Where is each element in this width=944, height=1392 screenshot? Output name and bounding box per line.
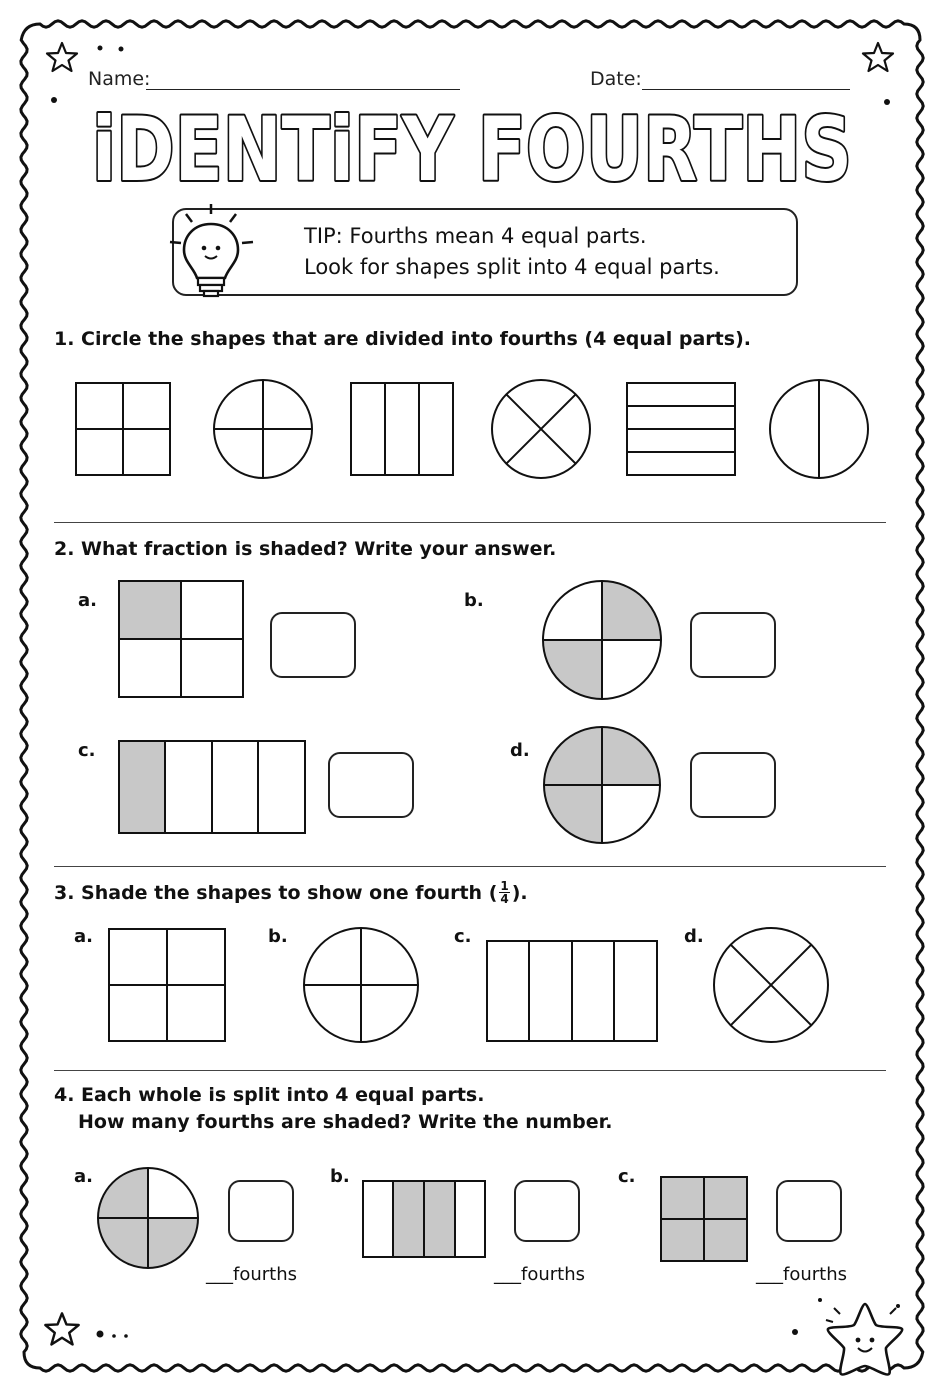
q2-b-circle: [541, 580, 663, 700]
q3-label-c: c.: [454, 926, 472, 947]
smiling-star-icon: [820, 1298, 910, 1382]
q1-rectangle-thirds[interactable]: [350, 382, 454, 476]
fraction-numerator: 1: [500, 879, 509, 893]
q4-label-a: a.: [74, 1166, 93, 1187]
q2-c-answer-box[interactable]: [328, 752, 414, 818]
star-icon: [44, 40, 80, 76]
one-fourth-fraction: [499, 880, 509, 905]
question-2-text: 2. What fraction is shaded? Write your answer.: [54, 538, 557, 560]
q4-b-fourths-label: ___fourths: [494, 1264, 586, 1285]
q4-c-answer-box[interactable]: [776, 1180, 842, 1242]
question-4-line-1: 4. Each whole is split into 4 equal parts.: [54, 1084, 485, 1106]
question-3-text: [54, 880, 528, 905]
section-divider: [54, 522, 886, 523]
q4-c-fourths-label: ___fourths: [756, 1264, 848, 1285]
star-icon: [42, 1310, 82, 1350]
lightbulb-icon: [160, 200, 260, 304]
q1-circle-fourths[interactable]: [212, 378, 314, 480]
question-4-line-2: How many fourths are shaded? Write the number.: [78, 1111, 613, 1133]
q1-circle-x-fourths[interactable]: [490, 378, 592, 480]
star-icon: [860, 40, 896, 76]
q4-label-c: c.: [618, 1166, 636, 1187]
q2-label-d: d.: [510, 740, 530, 761]
svg-text:iDENTiFY FOURTHS: iDENTiFY FOURTHS: [92, 98, 852, 196]
date-input-line[interactable]: [642, 89, 850, 90]
page-title: [70, 96, 874, 196]
q2-c-rectangle: [118, 740, 306, 834]
q4-a-fourths-label: ___fourths: [206, 1264, 298, 1285]
section-divider: [54, 866, 886, 867]
q1-circle-halves[interactable]: [768, 378, 870, 480]
q3-d-circle[interactable]: [712, 926, 830, 1044]
q3-label-d: d.: [684, 926, 704, 947]
name-label: Name:: [88, 68, 151, 90]
q3-b-circle[interactable]: [302, 926, 420, 1044]
section-divider: [54, 1070, 886, 1071]
q3-label-b: b.: [268, 926, 288, 947]
question-1-text: 1. Circle the shapes that are divided into fourths (4 equal parts).: [54, 328, 751, 350]
q2-d-circle: [542, 726, 662, 844]
q2-label-c: c.: [78, 740, 96, 761]
q3-label-a: a.: [74, 926, 93, 947]
q2-a-square: [118, 580, 244, 698]
q3-c-rectangle[interactable]: [486, 940, 658, 1042]
q1-square-fourths[interactable]: [75, 382, 171, 476]
q4-b-answer-box[interactable]: [514, 1180, 580, 1242]
q2-label-b: b.: [464, 590, 484, 611]
q4-c-square: [660, 1176, 748, 1262]
q2-label-a: a.: [78, 590, 97, 611]
fraction-denominator: 4: [500, 892, 509, 906]
q2-b-answer-box[interactable]: [690, 612, 776, 678]
date-label: Date:: [590, 68, 642, 90]
q3-text-after: ).: [511, 881, 528, 904]
q3-a-square[interactable]: [108, 928, 226, 1042]
q3-text-before: 3. Shade the shapes to show one fourth (: [54, 881, 498, 904]
tip-line-2: Look for shapes split into 4 equal parts.: [304, 255, 720, 279]
q4-label-b: b.: [330, 1166, 350, 1187]
name-input-line[interactable]: [146, 89, 460, 90]
q2-d-answer-box[interactable]: [690, 752, 776, 818]
q4-a-answer-box[interactable]: [228, 1180, 294, 1242]
q2-a-answer-box[interactable]: [270, 612, 356, 678]
tip-box: [172, 208, 798, 296]
tip-line-1: TIP: Fourths mean 4 equal parts.: [304, 224, 647, 248]
q4-b-rectangle: [362, 1180, 486, 1258]
q4-a-circle: [96, 1166, 200, 1270]
q1-rectangle-horizontal-fourths[interactable]: [626, 382, 736, 476]
